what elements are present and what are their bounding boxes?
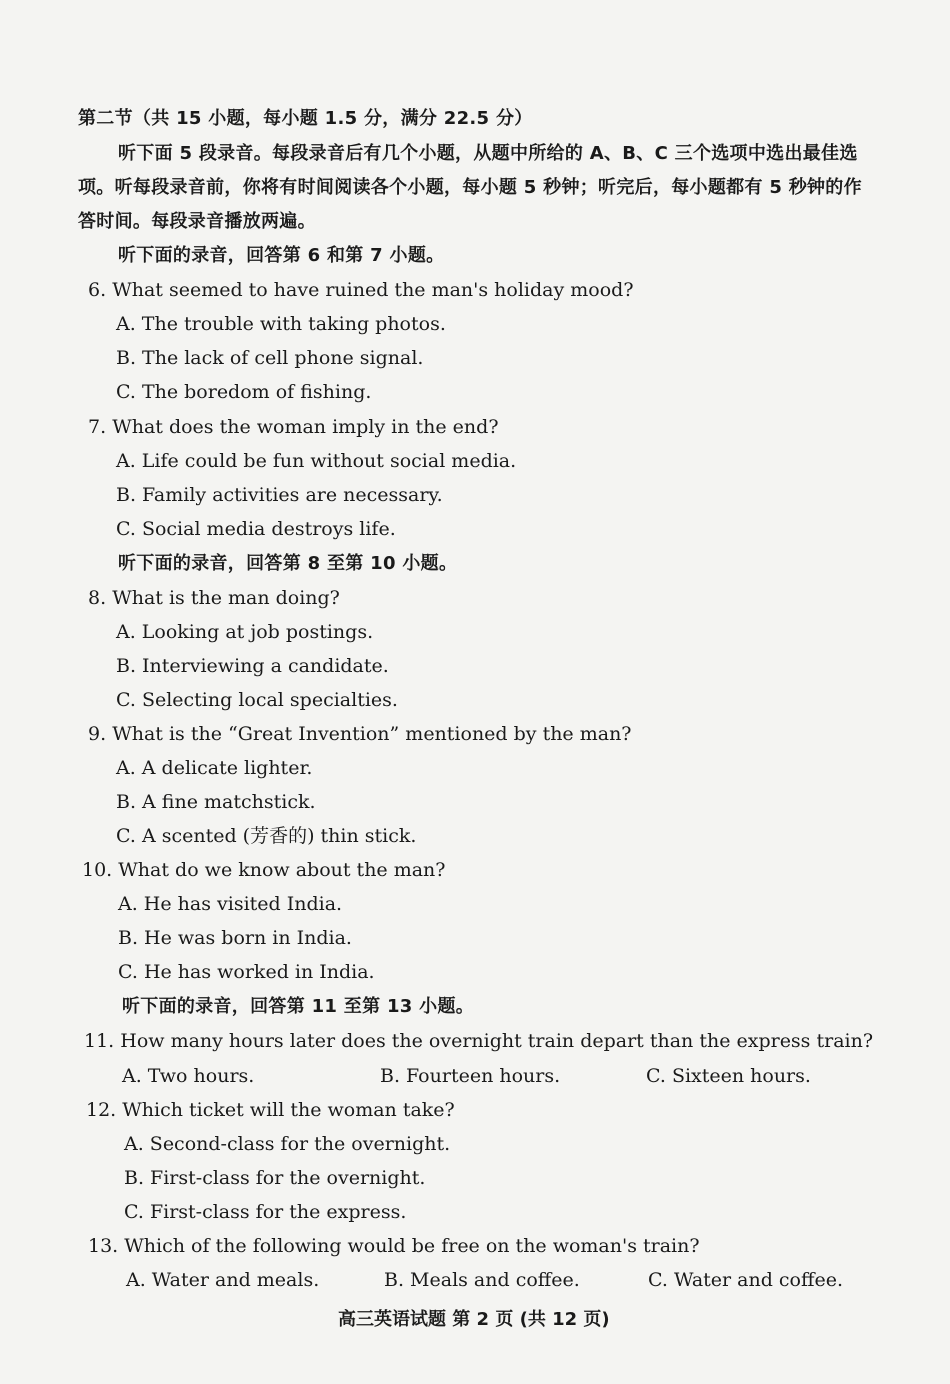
question-number: 9. — [88, 723, 107, 745]
question-number: 13. — [88, 1235, 119, 1257]
q10-option-c: C. He has worked in India. — [118, 961, 375, 983]
question-13 — [88, 1233, 700, 1259]
question-text: What does the woman imply in the end? — [112, 416, 499, 438]
question-6 — [88, 277, 634, 303]
q12-option-a: A. Second-class for the overnight. — [124, 1133, 451, 1155]
q10-option-a: A. He has visited India. — [118, 893, 343, 915]
q7-option-a: A. Life could be fun without social media. — [116, 450, 517, 472]
question-9 — [88, 721, 632, 747]
instructions-line-1: 听下面 5 段录音。每段录音后有几个小题，从题中所给的 A、B、C 三个选项中选出最佳选 — [118, 143, 858, 164]
instructions-line-2: 项。听每段录音前，你将有时间阅读各个小题，每小题 5 秒钟；听完后，每小题都有 5 秒钟的作 — [78, 177, 862, 198]
question-text: What is the man doing? — [112, 587, 340, 609]
q13-option-b: B. Meals and coffee. — [384, 1269, 580, 1291]
q7-option-b: B. Family activities are necessary. — [116, 484, 443, 506]
q9-option-a: A. A delicate lighter. — [116, 757, 313, 779]
q6-option-b: B. The lack of cell phone signal. — [116, 347, 424, 369]
q11-option-c: C. Sixteen hours. — [646, 1065, 811, 1087]
q7-option-c: C. Social media destroys life. — [116, 518, 396, 540]
q10-option-b: B. He was born in India. — [118, 927, 352, 949]
question-text: Which of the following would be free on the woman's train? — [124, 1235, 700, 1257]
question-number: 6. — [88, 279, 107, 301]
question-11 — [84, 1028, 873, 1054]
q9-option-b: B. A fine matchstick. — [116, 791, 316, 813]
question-12 — [86, 1097, 455, 1123]
q6-option-a: A. The trouble with taking photos. — [116, 313, 446, 335]
q9-option-c: C. A scented (芳香的) thin stick. — [116, 825, 417, 847]
question-number: 12. — [86, 1099, 117, 1121]
q11-option-a: A. Two hours. — [122, 1065, 255, 1087]
q6-option-c: C. The boredom of fishing. — [116, 381, 372, 403]
q13-option-c: C. Water and coffee. — [648, 1269, 844, 1291]
question-10 — [82, 857, 445, 883]
q8-option-c: C. Selecting local specialties. — [116, 689, 398, 711]
page-footer: 高三英语试题 第 2 页 (共 12 页) — [338, 1309, 610, 1330]
question-7 — [88, 414, 499, 440]
q12-option-c: C. First-class for the express. — [124, 1201, 407, 1223]
q8-option-a: A. Looking at job postings. — [116, 621, 374, 643]
question-number: 11. — [84, 1030, 115, 1052]
group-prompt-3: 听下面的录音，回答第 11 至第 13 小题。 — [122, 996, 475, 1017]
section-header: 第二节（共 15 小题，每小题 1.5 分，满分 22.5 分） — [78, 108, 533, 129]
question-text: What seemed to have ruined the man's holiday mood? — [112, 279, 634, 301]
question-text: What is the “Great Invention” mentioned by the man? — [112, 723, 632, 745]
q8-option-b: B. Interviewing a candidate. — [116, 655, 389, 677]
group-prompt-2: 听下面的录音，回答第 8 至第 10 小题。 — [118, 553, 458, 574]
question-text: What do we know about the man? — [118, 859, 446, 881]
question-number: 8. — [88, 587, 107, 609]
question-number: 7. — [88, 416, 107, 438]
question-number: 10. — [82, 859, 113, 881]
instructions-line-3: 答时间。每段录音播放两遍。 — [78, 211, 316, 232]
question-text: How many hours later does the overnight train depart than the express train? — [120, 1030, 874, 1052]
q13-option-a: A. Water and meals. — [126, 1269, 320, 1291]
question-text: Which ticket will the woman take? — [122, 1099, 455, 1121]
q12-option-b: B. First-class for the overnight. — [124, 1167, 426, 1189]
question-8 — [88, 585, 340, 611]
q11-option-b: B. Fourteen hours. — [380, 1065, 561, 1087]
group-prompt-1: 听下面的录音，回答第 6 和第 7 小题。 — [118, 245, 445, 266]
